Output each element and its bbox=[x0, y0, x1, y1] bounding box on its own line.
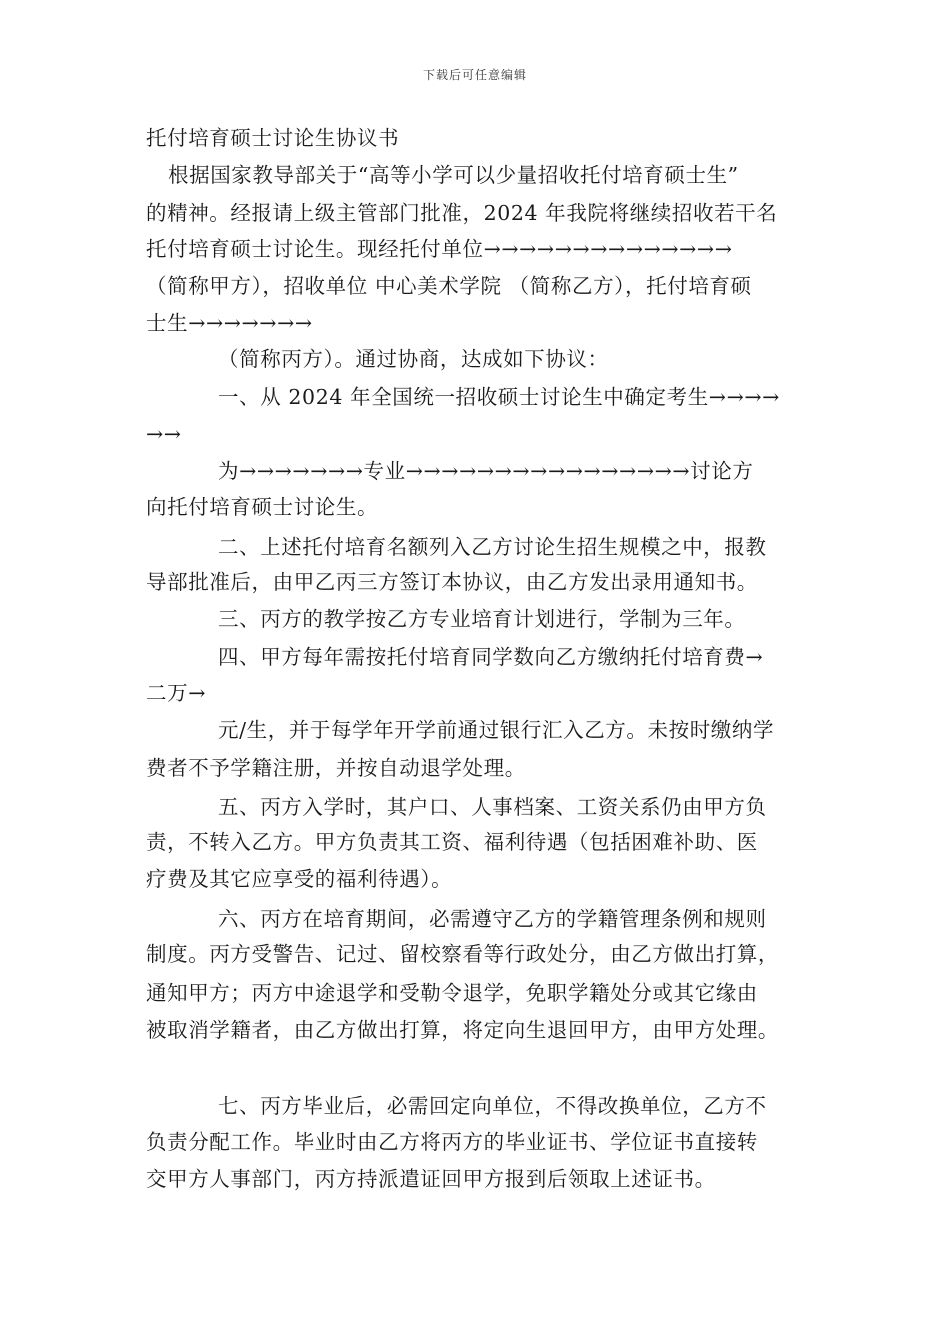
text-line: 二、上述托付培育名额列入乙方讨论生招生规模之中，报教 bbox=[218, 535, 767, 559]
text-line: 五、丙方入学时，其户口、人事档案、工资关系仍由甲方负 bbox=[218, 795, 767, 819]
text-line: 导部批准后，由甲乙丙三方签订本协议，由乙方发出录用通知书。 bbox=[146, 570, 758, 594]
text-line: 被取消学籍者，由乙方做出打算，将定向生退回甲方，由甲方处理。 bbox=[146, 1018, 779, 1042]
text-line: （简称丙方）。通过协商，达成如下协议： bbox=[218, 347, 609, 371]
text-line: 向托付培育硕士讨论生。 bbox=[146, 495, 379, 519]
text-line: 一、从 2024 年全国统一招收硕士讨论生中确定考生→→→→ bbox=[218, 385, 780, 409]
page-header-note: 下载后可任意编辑 bbox=[422, 68, 527, 82]
text-line: 三、丙方的教学按乙方专业培育计划进行，学制为三年。 bbox=[218, 607, 746, 631]
text-line: 元/生，并于每学年开学前通过银行汇入乙方。未按时缴纳学 bbox=[218, 718, 775, 742]
text-line: 二万→ bbox=[146, 681, 206, 705]
text-line: 士生→→→→→→→ bbox=[146, 311, 313, 335]
text-line: →→ bbox=[146, 422, 182, 446]
text-line: 交甲方人事部门，丙方持派遣证回甲方报到后领取上述证书。 bbox=[146, 1167, 716, 1191]
text-line: 的精神。经报请上级主管部门批准，2024 年我院将继续招收若干名 bbox=[146, 201, 778, 225]
text-line: （简称甲方），招收单位 中心美术学院 （简称乙方），托付培育硕 bbox=[146, 274, 752, 298]
text-line: 六、丙方在培育期间，必需遵守乙方的学籍管理条例和规则 bbox=[218, 907, 767, 931]
text-line: 负责分配工作。毕业时由乙方将丙方的毕业证书、学位证书直接转 bbox=[146, 1130, 758, 1154]
text-line: 费者不予学籍注册，并按自动退学处理。 bbox=[146, 756, 526, 780]
text-line: 托付培育硕士讨论生。现经托付单位→→→→→→→→→→→→→→ bbox=[146, 237, 733, 261]
text-line: 通知甲方；丙方中途退学和受勒令退学，免职学籍处分或其它缘由 bbox=[146, 981, 758, 1005]
text-line: 疗费及其它应享受的福利待遇）。 bbox=[146, 867, 453, 891]
document-title: 托付培育硕士讨论生协议书 bbox=[146, 126, 400, 150]
text-line: 七、丙方毕业后，必需回定向单位，不得改换单位，乙方不 bbox=[218, 1094, 767, 1118]
text-line: 根据国家教导部关于“高等小学可以少量招收托付培育硕士生” bbox=[168, 163, 739, 187]
text-line: 四、甲方每年需按托付培育同学数向乙方缴纳托付培育费→ bbox=[218, 645, 764, 669]
text-line: 责，不转入乙方。甲方负责其工资、福利待遇（包括困难补助、医 bbox=[146, 830, 758, 854]
text-line: 制度。丙方受警告、记过、留校察看等行政处分，由乙方做出打算， bbox=[146, 942, 779, 966]
text-line: 为→→→→→→→专业→→→→→→→→→→→→→→→→讨论方 bbox=[218, 459, 754, 483]
